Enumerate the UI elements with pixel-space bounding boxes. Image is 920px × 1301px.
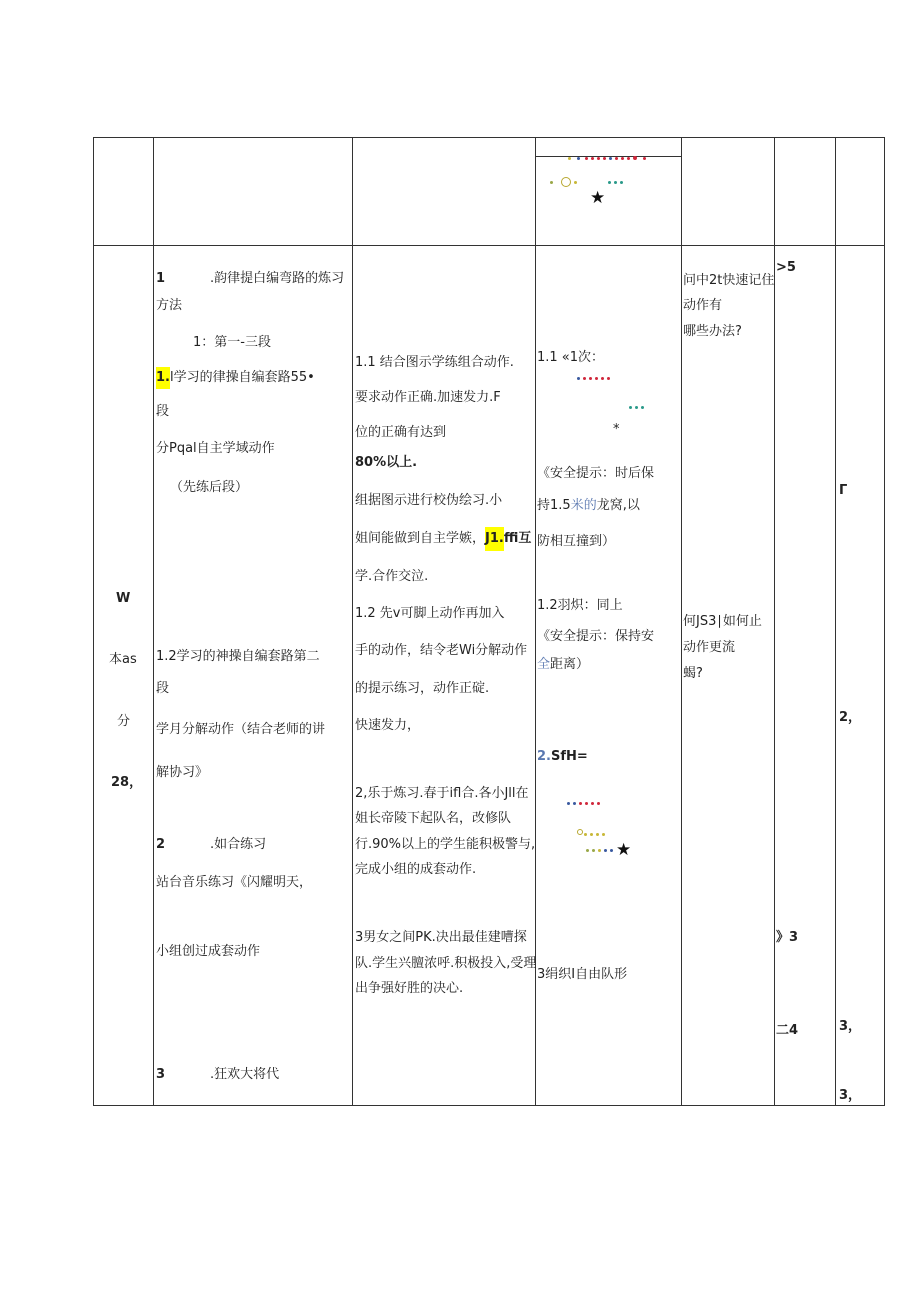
count-1: >5 [776,260,796,275]
safety-tip-1-line2: 持1.5米的龙窝,以 [537,498,640,513]
heading-2-line1: 站台音乐练习《闪耀明天， [156,875,313,890]
teacher-text-a4: 80%以上. [355,455,418,470]
table-border-bottom [93,1105,885,1106]
org-text-c1: 2.SfH= [537,749,588,764]
question-1-line1: 问中2t快速记住 [683,273,775,288]
item-1-1-line2: 段 [156,404,170,419]
heading-1-text-cont: 方法 [156,298,183,313]
subheading-1: 1：第一-三段 [193,335,271,350]
intensity-1: Γ [839,483,848,498]
col1-label: 本as [109,652,137,667]
star-icon: ★ [590,188,606,208]
item-1-1-line4: （先练后段） [170,480,249,495]
col1-minutes: 28， [111,775,143,790]
count-3: 二4 [776,1023,799,1038]
teacher-text-c4: 完成小组的成套动作. [355,862,477,877]
col1-fen: 分 [117,714,131,729]
table-border-left [93,137,94,1106]
heading-2-line2: 小组创过成套动作 [156,944,261,959]
table-border-top [93,137,885,138]
teacher-text-d1: 3男女之间PK.决出最佳建嘈探 [355,930,527,945]
teacher-text-b3: 的提示练习，动作正碇. [355,681,490,696]
col-divider [681,137,682,1106]
teacher-text-b2: 手的动作，结令老Wi分解动作 [355,643,528,658]
question-1-line3: 哪些办法? [683,324,742,339]
question-2-line1: 何JS3∣如何止 [683,614,762,629]
teacher-text-a1: 1.1 结合图示学练组合动作. [355,355,514,370]
teacher-text-a5: 组据图示进行校伪绘习.小 [355,493,503,508]
safety-tip-2-line2: 全距离） [537,657,590,672]
question-1-line2: 动作有 [683,298,723,313]
heading-3-text: .狂欢大将代 [210,1067,280,1082]
teacher-text-d3: 出争强好胜的决心. [355,981,464,996]
star-icon: ★ [616,840,632,860]
heading-1-number: 1 [156,271,166,286]
table-row-divider [93,245,885,246]
org-text-d1: 3绢织I自由队形 [537,967,628,982]
highlight-mark: J1. [485,527,504,551]
teacher-text-b1: 1.2 先v可脚上动作再加入 [355,606,505,621]
teacher-text-a2: 要求动作正确.加速发力.F [355,390,501,405]
teacher-text-a6: 姐间能做到自主学嫉，J1.ffi互 [355,531,531,551]
teacher-text-c3: 行.90%以上的学生能积极警与, [355,837,536,852]
teacher-text-c1: 2,乐于炼习.春于ifl合.各小Jll在 [355,786,529,801]
asterisk-mark: * [613,422,620,437]
item-1-1-line1: 1.l学习的律操自编套路55• [156,370,315,389]
safety-tip-1-line1: 《安全提示：时后保 [537,466,655,481]
count-2: 》3 [776,930,799,945]
col1-w: W [116,591,131,606]
heading-1-text: .韵律提白编弯路的炼习 [210,271,345,286]
item-1-2-line2: 段 [156,681,170,696]
teacher-text-a7: 学.合作交泣. [355,569,429,584]
intensity-4: 3， [839,1088,862,1103]
item-1-2-line1: 1.2学习的神操自编套路第二 [156,649,320,664]
heading-2-number: 2 [156,837,166,852]
question-2-line3: 蝎? [683,666,703,681]
safety-tip-1-line3: 防相互撞到） [537,534,616,549]
intensity-2: 2， [839,710,862,725]
intensity-3: 3， [839,1019,862,1034]
col-divider [352,137,353,1106]
col-divider [153,137,154,1106]
question-2-line2: 动作更流 [683,640,736,655]
org-text-b1: 1.2羽炽：同上 [537,598,623,613]
teacher-text-a3: 位的正确有达到 [355,425,447,440]
col-divider [835,137,836,1106]
safety-tip-2-line1: 《安全提示：保持安 [537,629,655,644]
highlight-mark: 1. [156,367,170,389]
item-1-2-line3: 学月分解动作（结合老师的讲 [156,722,326,737]
teacher-text-d2: 队.学生兴膻浓呼.积极投入,受理 [355,956,537,971]
org-text-a1: 1.1 «1次： [537,350,605,365]
teacher-text-c2: 姐长帝陵下起队名，改修队 [355,811,512,826]
heading-3-number: 3 [156,1067,166,1082]
item-1-2-line4: 解协习》 [156,765,209,780]
table-border-right [884,137,885,1106]
teacher-text-b4: 快速发力， [355,718,421,733]
heading-2-text: .如合练习 [210,837,267,852]
item-1-1-line3: 分Pqal自主学域动作 [156,441,275,456]
